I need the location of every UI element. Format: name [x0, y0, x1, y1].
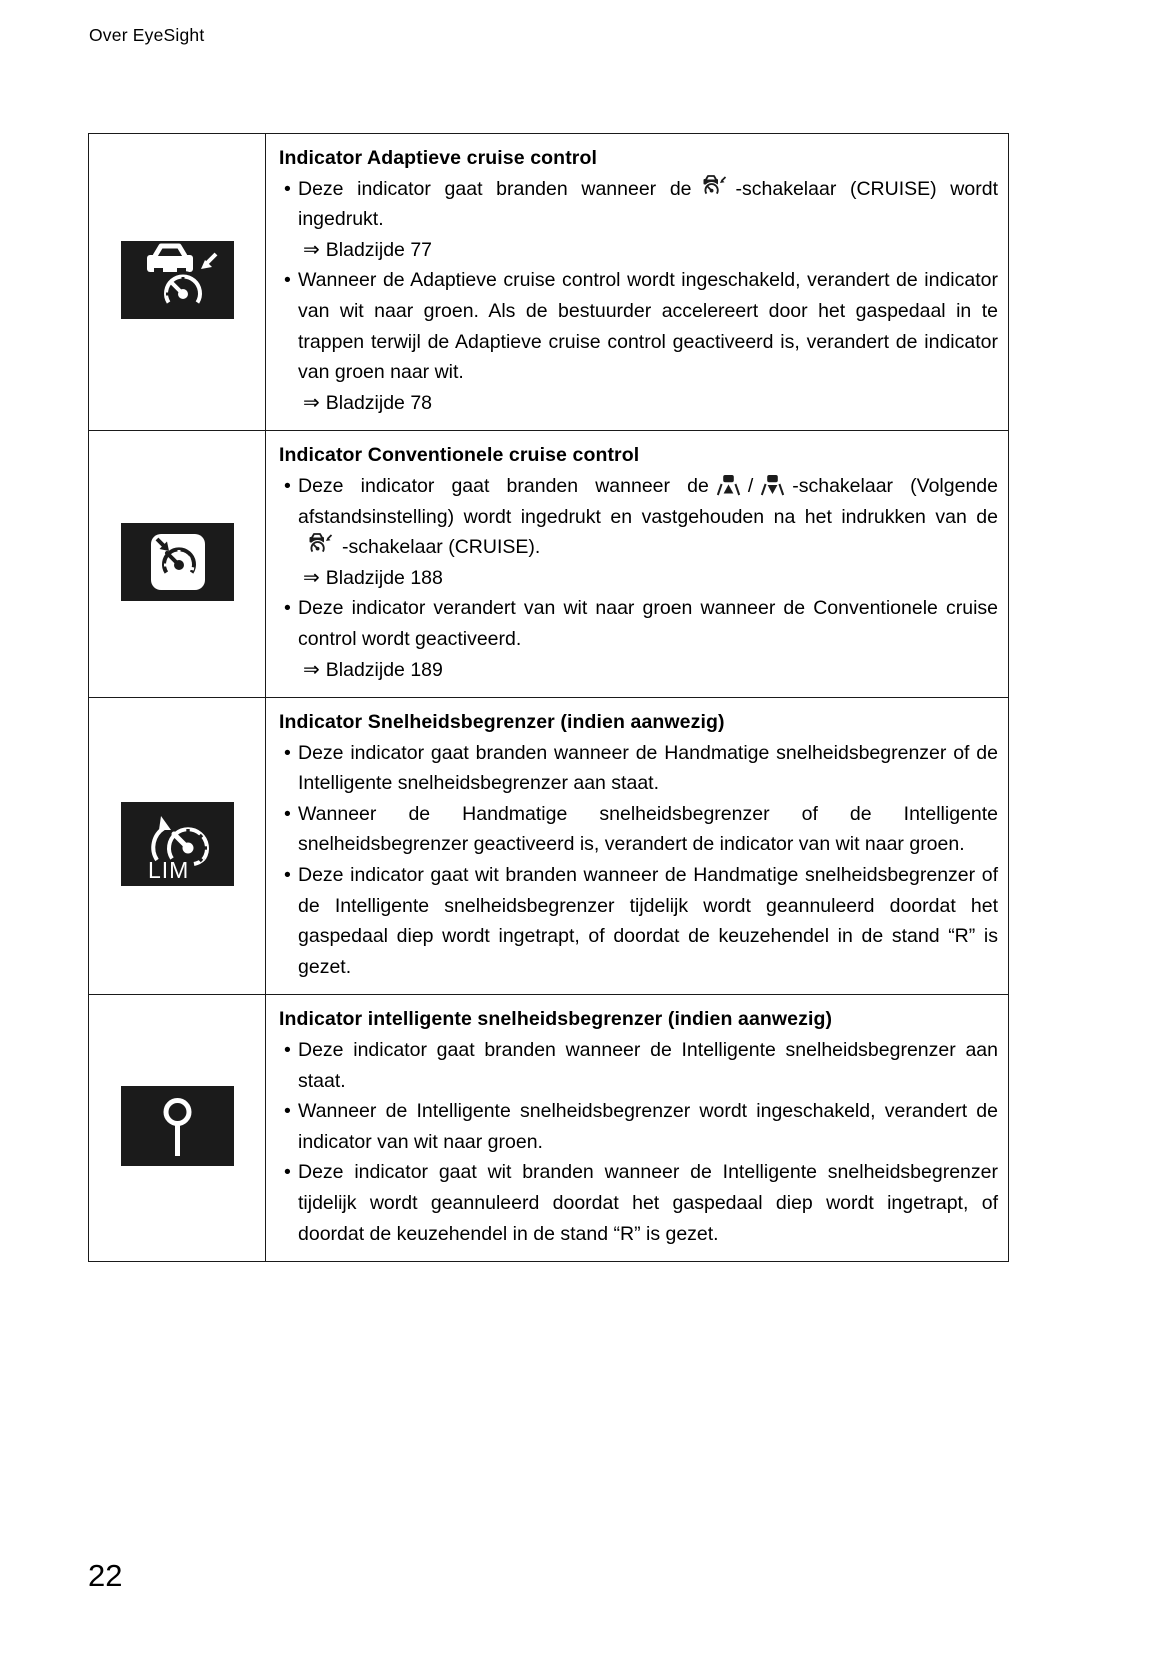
adaptive-cruise-control-indicator-icon	[121, 241, 234, 324]
table-row	[89, 994, 1008, 1261]
indicator-icon-cell	[89, 698, 266, 994]
page-title: Over EyeSight	[89, 25, 205, 45]
text-segment: Wanneer de Adaptieve cruise control wordt ingeschakeld, verandert de indicator van wit naar groen. Als de bestuurder accelereert door het gaspedaal in te trappen terwijl de Adaptieve cruise control geactiveerd is, verandert de indicator van groen naar wit.	[298, 269, 998, 384]
svg-text:LIM: LIM	[147, 856, 189, 883]
text-segment: -schakelaar (Volgende afstandsinstelling) wordt ingedrukt en vastgehouden na het indrukken van de	[298, 474, 998, 528]
row-heading: Indicator Conventionele cruise control	[279, 444, 640, 467]
double-arrow-icon: ⇒	[303, 566, 320, 589]
bullet-marker: •	[284, 802, 291, 825]
bullet-text	[298, 1035, 998, 1096]
bullet-text	[298, 174, 998, 235]
double-arrow-icon: ⇒	[303, 238, 320, 261]
text-segment: -schakelaar (CRUISE).	[342, 536, 541, 559]
indicator-description-cell	[266, 134, 1008, 430]
page-reference	[279, 563, 998, 594]
table-row	[89, 697, 1008, 994]
bullet-item	[279, 265, 998, 387]
bullet-item	[279, 738, 998, 799]
indicator-description-cell	[266, 995, 1008, 1261]
cruise-switch-icon	[305, 532, 335, 558]
row-heading: Indicator intelligente snelheidsbegrenzer (indien aanwezig)	[279, 1008, 833, 1031]
bullet-text	[298, 738, 998, 799]
bullet-marker: •	[284, 597, 291, 620]
text-segment: Wanneer de Handmatige snelheidsbegrenzer of de Intelligente snelheidsbegrenzer geactiveerd is, verandert de indicator van wit naar groen.	[298, 802, 998, 856]
bullet-item	[279, 1157, 998, 1249]
double-arrow-icon: ⇒	[303, 391, 320, 414]
speed-limiter-indicator-icon	[121, 802, 234, 891]
bullet-marker: •	[284, 1161, 291, 1184]
text-segment: Deze indicator gaat branden wanneer de	[298, 177, 692, 200]
bullet-text	[298, 860, 998, 982]
bullet-marker: •	[284, 177, 291, 200]
conventional-cruise-control-indicator-icon	[121, 523, 234, 606]
row-heading: Indicator Snelheidsbegrenzer (indien aanwezig)	[279, 711, 725, 734]
bullet-marker: •	[284, 741, 291, 764]
text-segment: Deze indicator gaat branden wanneer de	[298, 474, 709, 497]
bullet-marker: •	[284, 1100, 291, 1123]
table-row	[89, 134, 1008, 430]
bullet-text	[298, 593, 998, 654]
cruise-switch-icon	[699, 174, 729, 200]
text-segment: -schakelaar (CRUISE) wordt ingedrukt.	[298, 177, 998, 231]
indicator-icon-cell	[89, 431, 266, 697]
bullet-item	[279, 471, 998, 563]
page-reference-label: Bladzijde 188	[325, 566, 443, 589]
page-reference-label: Bladzijde 78	[325, 391, 433, 414]
bullet-item	[279, 1096, 998, 1157]
text-segment: Deze indicator gaat branden wanneer de Intelligente snelheidsbegrenzer aan staat.	[298, 1039, 998, 1092]
bullet-item	[279, 860, 998, 982]
bullet-item	[279, 174, 998, 235]
bullet-item	[279, 1035, 998, 1096]
bullet-text	[298, 1157, 998, 1249]
bullet-marker: •	[284, 864, 291, 887]
double-arrow-icon: ⇒	[303, 658, 320, 681]
page-reference	[279, 655, 998, 686]
indicator-table	[88, 133, 1009, 1262]
bullet-marker: •	[284, 474, 291, 497]
indicator-description-cell	[266, 431, 1008, 697]
text-segment: Deze indicator gaat branden wanneer de Handmatige snelheidsbegrenzer of de Intelligente snelheidsbegrenzer aan staat.	[298, 741, 998, 795]
bullet-text	[298, 265, 998, 387]
bullet-text	[298, 1096, 998, 1157]
page-reference	[279, 235, 998, 266]
row-heading: Indicator Adaptieve cruise control	[279, 147, 597, 169]
bullet-text	[298, 471, 998, 563]
indicator-icon-cell	[89, 995, 266, 1261]
text-segment: Wanneer de Intelligente snelheidsbegrenzer wordt ingeschakeld, verandert de indicator van wit naar groen.	[298, 1100, 998, 1153]
text-segment: /	[747, 474, 754, 497]
bullet-marker: •	[284, 1039, 291, 1062]
text-segment: Deze indicator verandert van wit naar groen wanneer de Conventionele cruise control wordt geactiveerd.	[298, 597, 998, 650]
page-number: 22	[88, 1558, 123, 1593]
text-segment: Deze indicator gaat wit branden wanneer de Handmatige snelheidsbegrenzer of de Intelligente snelheidsbegrenzer tijdelijk wordt geannuleerd doordat het gaspedaal diep wordt ingetrapt, of doordat de keuzehendel in de stand “R” is gezet.	[298, 864, 998, 978]
indicator-icon-cell	[89, 134, 266, 430]
following-distance-up-switch-icon	[716, 474, 741, 497]
text-segment: Deze indicator gaat wit branden wanneer de Intelligente snelheidsbegrenzer tijdelijk wordt geannuleerd doordat het gaspedaal diep wordt ingetrapt, of doordat de keuzehendel in de stand “R” is gezet.	[298, 1161, 998, 1245]
bullet-item	[279, 593, 998, 654]
following-distance-down-switch-icon	[760, 474, 785, 497]
page-reference-label: Bladzijde 77	[325, 238, 433, 261]
bullet-item	[279, 799, 998, 860]
page-reference	[279, 388, 998, 419]
intelligent-speed-limiter-indicator-icon	[121, 1086, 234, 1171]
bullet-marker: •	[284, 269, 291, 292]
bullet-text	[298, 799, 998, 860]
indicator-description-cell	[266, 698, 1008, 994]
table-row	[89, 430, 1008, 697]
page-reference-label: Bladzijde 189	[325, 658, 443, 681]
